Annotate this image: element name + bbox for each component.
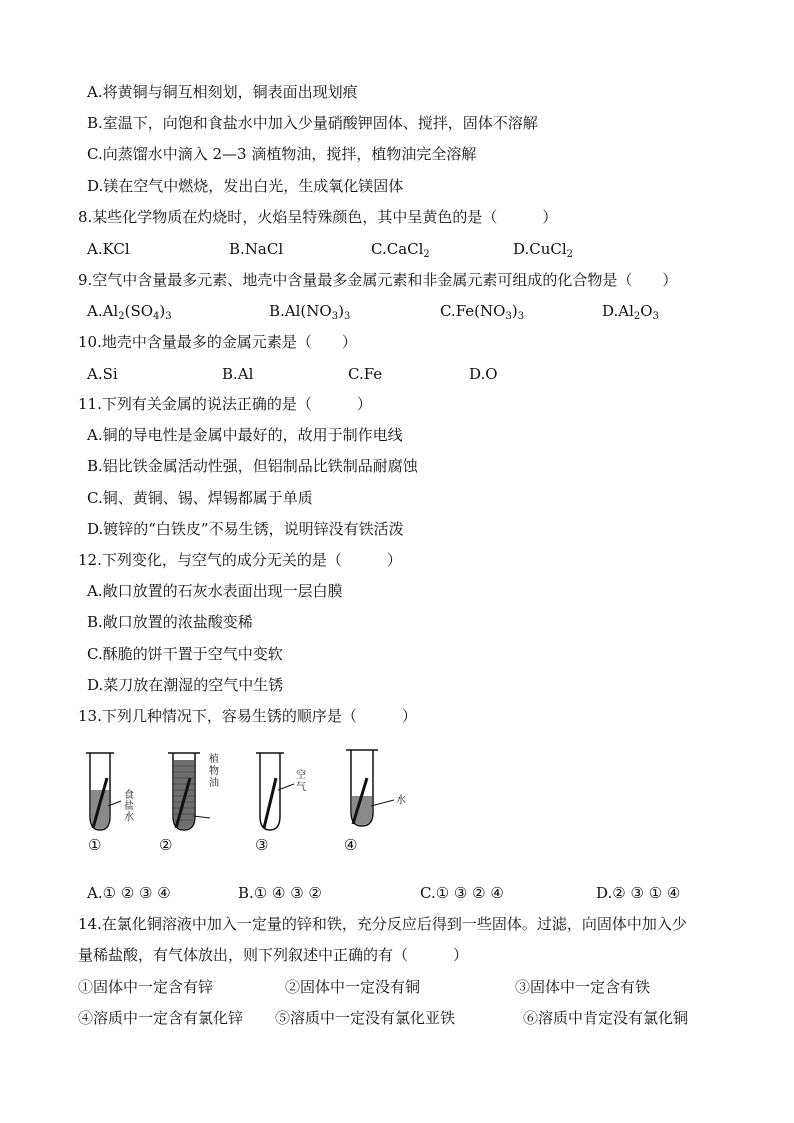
tube-3-label-1: 空: [296, 770, 306, 781]
q7-option-a: A.将黄铜与铜互相刻划，铜表面出现划痕: [87, 83, 358, 101]
tube-4-number: ④: [344, 836, 358, 854]
q14-item-5: ⑤溶质中一定没有氯化亚铁: [275, 1009, 456, 1027]
q13-option-d: D.② ③ ① ④: [596, 884, 681, 902]
q14-item-2: ②固体中一定没有铜: [285, 978, 421, 996]
q11-option-a: A.铜的导电性是金属中最好的，故用于制作电线: [87, 426, 403, 444]
q10-option-c: C.Fe: [348, 365, 383, 383]
q12-option-c: C.酥脆的饼干置于空气中变软: [87, 645, 283, 663]
q8-option-c: C.CaCl$_2$: [371, 240, 430, 260]
tube-1-label-1: 食: [124, 790, 134, 801]
q12-option-b: B.敞口放置的浓盐酸变稀: [87, 613, 253, 631]
tube-4-label: 水: [396, 795, 406, 806]
q9-stem: 9.空气中含量最多元素、地壳中含量最多金属元素和非金属元素可组成的化合物是（ ）: [78, 271, 678, 289]
tube-4: [344, 750, 406, 854]
test-tube-figure: [78, 748, 438, 858]
q10-option-d: D.O: [469, 365, 498, 383]
q7-option-b: B.室温下，向饱和食盐水中加入少量硝酸钾固体、搅拌，固体不溶解: [87, 114, 538, 132]
q12-stem: 12.下列变化，与空气的成分无关的是（ ）: [78, 551, 402, 569]
tube-1-label-2: 盐: [124, 801, 134, 812]
tube-3: [255, 753, 306, 854]
q12-option-d: D.菜刀放在潮湿的空气中生锈: [87, 676, 284, 694]
q8-option-d: D.CuCl$_2$: [513, 240, 574, 260]
q8-option-a: A.KCl: [87, 240, 130, 258]
q14-item-6: ⑥溶质中肯定没有氯化铜: [523, 1009, 689, 1027]
q14-stem-line-1: 14.在氯化铜溶液中加入一定量的锌和铁，充分反应后得到一些固体。过滤，向固体中加入少: [78, 915, 687, 933]
tube-2-number: ②: [159, 836, 173, 854]
q14-item-4: ④溶质中一定含有氯化锌: [78, 1009, 244, 1027]
q14-item-1: ①固体中一定含有锌: [78, 978, 214, 996]
q10-stem: 10.地壳中含量最多的金属元素是（ ）: [78, 333, 357, 351]
q7-option-d: D.镁在空气中燃烧，发出白光，生成氧化镁固体: [87, 177, 404, 195]
tube-1-number: ①: [88, 836, 102, 854]
q13-option-b: B.① ④ ③ ②: [238, 884, 322, 902]
q11-option-d: D.镀锌的“白铁皮”不易生锈，说明锌没有铁活泼: [87, 520, 404, 538]
tube-2-label-2: 物: [209, 766, 219, 777]
q11-stem: 11.下列有关金属的说法正确的是（ ）: [78, 395, 372, 413]
q7-option-c: C.向蒸馏水中滴入 2—3 滴植物油，搅拌，植物油完全溶解: [87, 145, 477, 163]
q13-option-c: C.① ③ ② ④: [420, 884, 504, 902]
q8-option-b: B.NaCl: [229, 240, 284, 258]
q9-option-a: $A.Al_2(SO_4)_3$: [87, 302, 172, 322]
q11-option-c: C.铜、黄铜、锡、焊锡都属于单质: [87, 489, 313, 507]
tube-1-label-3: 水: [124, 812, 134, 823]
tube-3-label-2: 气: [296, 782, 306, 793]
q10-option-a: A.Si: [87, 365, 118, 383]
tube-2-label-3: 油: [209, 778, 219, 789]
tube-2: [159, 752, 219, 854]
q9-option-d: $D.Al_2O_3$: [602, 302, 659, 322]
tube-2-label-1: 植: [209, 754, 219, 765]
q13-stem: 13.下列几种情况下，容易生锈的顺序是（ ）: [78, 707, 417, 725]
tube-3-number: ③: [255, 836, 269, 854]
q9-option-c: $C.Fe(NO_3)_3$: [440, 302, 525, 322]
q10-option-b: B.Al: [222, 365, 254, 383]
q11-option-b: B.铝比铁金属活动性强，但铝制品比铁制品耐腐蚀: [87, 457, 418, 475]
q13-option-a: A.① ② ③ ④: [87, 884, 171, 902]
q9-option-b: $B.Al(NO_3)_3$: [269, 302, 351, 322]
tube-1: [86, 753, 134, 854]
q8-stem: 8.某些化学物质在灼烧时，火焰呈特殊颜色，其中呈黄色的是（ ）: [78, 208, 558, 226]
q14-stem-line-2: 量稀盐酸，有气体放出，则下列叙述中正确的有（ ）: [78, 946, 469, 964]
q12-option-a: A.敞口放置的石灰水表面出现一层白膜: [87, 582, 343, 600]
q14-item-3: ③固体中一定含有铁: [515, 978, 651, 996]
